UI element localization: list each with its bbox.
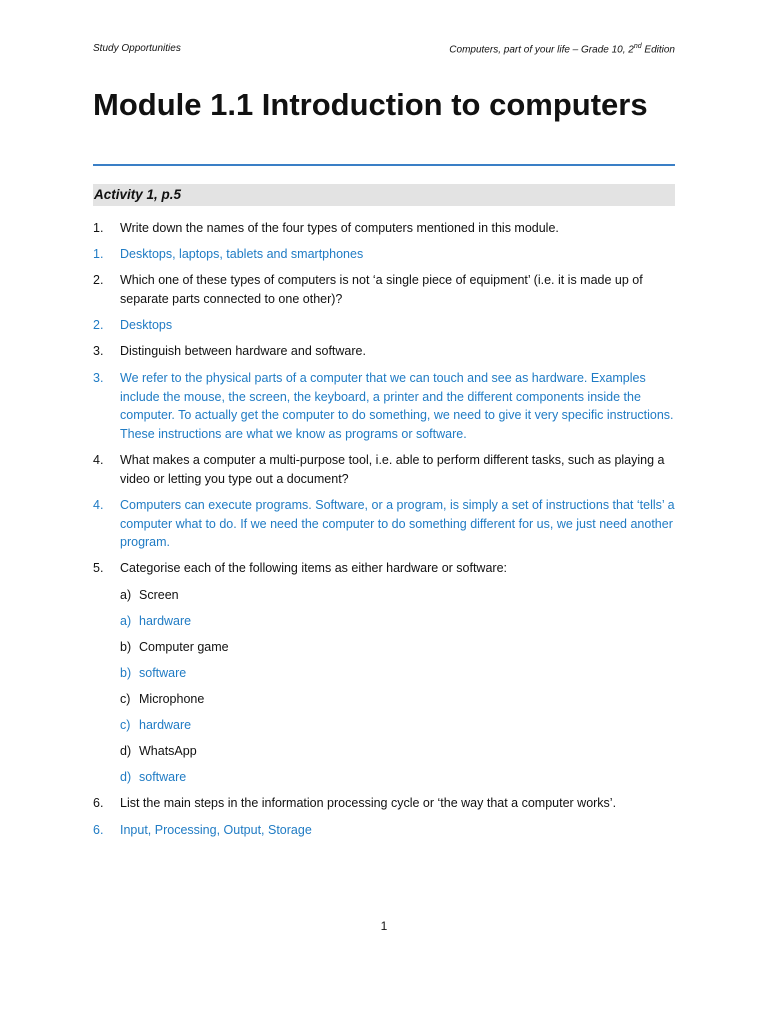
subitem-letter: a) xyxy=(120,588,132,602)
header-right-sup: nd xyxy=(633,43,642,50)
item-text: We refer to the physical parts of a computer that we can touch and see as hardware. Examples include the mouse, the screen, the keyboard, a printer and the different components inside the computer. To actually get the computer to do something, we need to give it very specific instructions. These instructions are what we know as programs or software. xyxy=(120,371,674,441)
item-text: Desktops xyxy=(120,318,173,332)
page-title: Module 1.1 Introduction to computers xyxy=(93,87,648,122)
item-number: 2. xyxy=(93,273,104,287)
subitem-text: hardware xyxy=(139,718,192,732)
item-number: 6. xyxy=(93,823,104,837)
page-number: 1 xyxy=(380,919,388,933)
item-number: 2. xyxy=(93,318,104,332)
item-text: Write down the names of the four types of computers mentioned in this module. xyxy=(120,221,559,235)
header-right-main: Computers, part of your life – Grade 10, 2 xyxy=(449,44,634,56)
item-number: 6. xyxy=(93,796,104,810)
activity-heading: Activity 1, p.5 xyxy=(93,184,675,206)
item-text: Distinguish between hardware and software. xyxy=(120,344,366,358)
subitem-letter: d) xyxy=(120,770,132,784)
subitem-text: Screen xyxy=(139,588,179,602)
item-number: 4. xyxy=(93,453,104,467)
item-number: 1. xyxy=(93,247,104,261)
subitem-letter: c) xyxy=(120,692,131,706)
item-number: 3. xyxy=(93,371,104,385)
subitem-letter: a) xyxy=(120,614,132,628)
item-text: List the main steps in the information processing cycle or ‘the way that a computer works’. xyxy=(120,796,617,810)
item-text: Categorise each of the following items as either hardware or software: xyxy=(120,561,507,575)
subitem-text: software xyxy=(139,770,187,784)
header-right xyxy=(449,43,675,55)
item-text: Input, Processing, Output, Storage xyxy=(120,823,312,837)
item-text: Which one of these types of computers is not ‘a single piece of equipment’ (i.e. it is made up of separate parts connected to one other)? xyxy=(120,273,643,306)
item-number: 5. xyxy=(93,561,104,575)
item-text: Computers can execute programs. Software, or a program, is simply a set of instructions that ‘tells’ a computer what to do. If we need the computer to do something different for us, we just need another program. xyxy=(120,498,675,550)
subitem-text: WhatsApp xyxy=(139,744,197,758)
subitem-text: software xyxy=(139,666,187,680)
subitem-text: Computer game xyxy=(139,640,229,654)
subitem-letter: c) xyxy=(120,718,131,732)
item-number: 4. xyxy=(93,498,104,512)
item-text: Desktops, laptops, tablets and smartphones xyxy=(120,247,364,261)
item-number: 3. xyxy=(93,344,104,358)
subitem-letter: b) xyxy=(120,666,132,680)
item-text: What makes a computer a multi-purpose tool, i.e. able to perform different tasks, such as playing a video or letting you type out a document? xyxy=(120,453,665,486)
header-right-tail: Edition xyxy=(641,44,675,56)
title-rule xyxy=(93,164,675,166)
header-left: Study Opportunities xyxy=(93,43,181,54)
subitem-text: Microphone xyxy=(139,692,205,706)
subitem-text: hardware xyxy=(139,614,192,628)
document-page xyxy=(93,0,675,1024)
item-number: 1. xyxy=(93,221,104,235)
subitem-letter: d) xyxy=(120,744,132,758)
subitem-letter: b) xyxy=(120,640,132,654)
